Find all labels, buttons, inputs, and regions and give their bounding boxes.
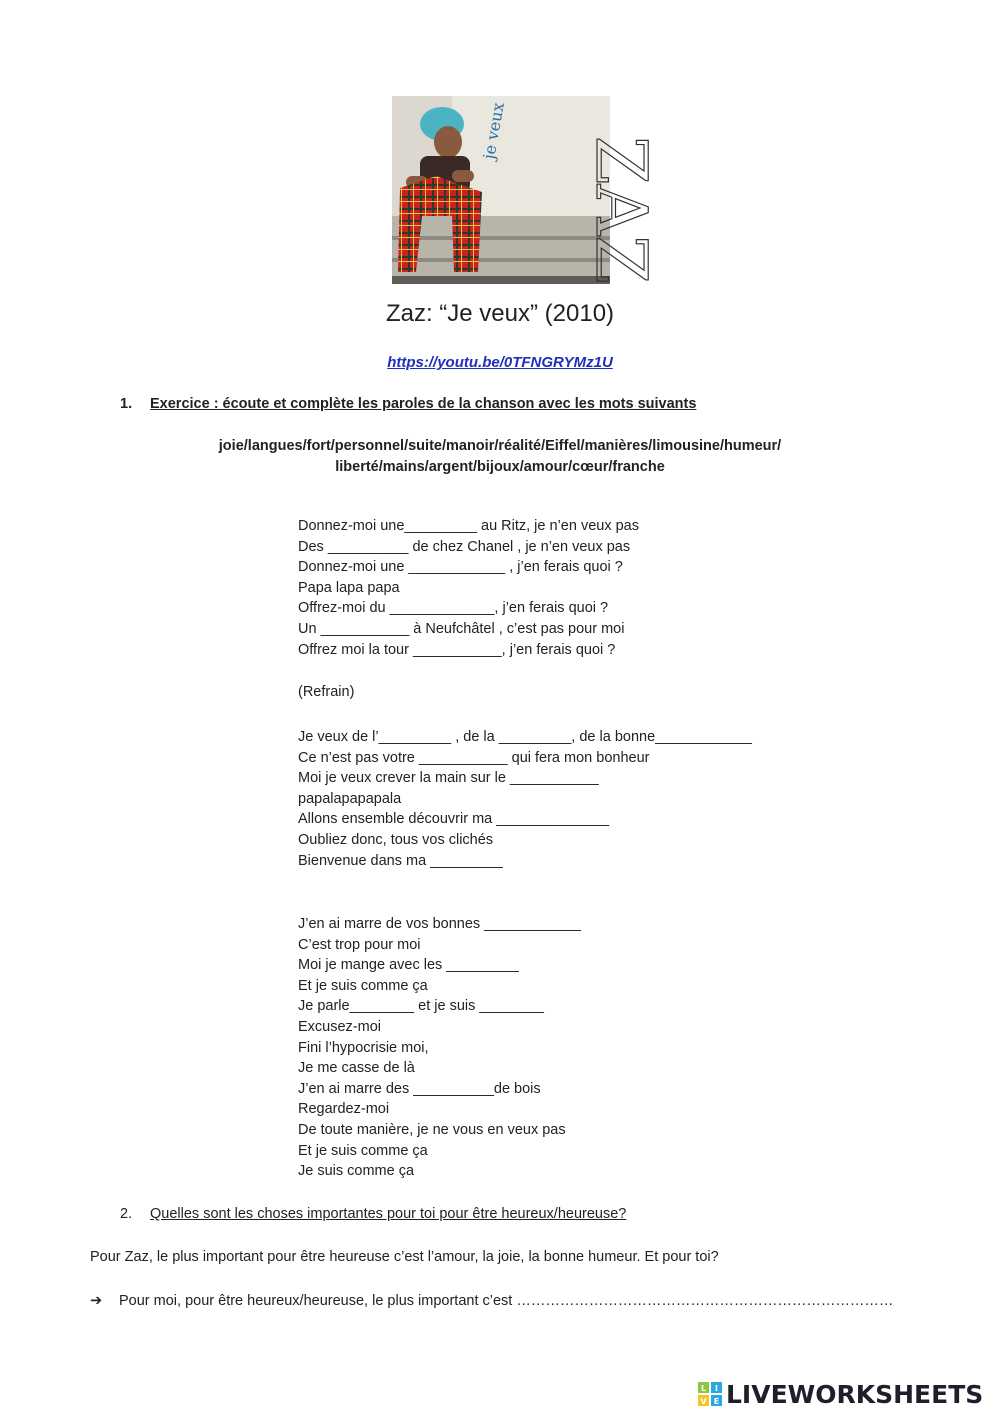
arrow-right-icon: ➔ [90, 1293, 103, 1309]
album-cover-image [392, 96, 662, 284]
logo-letter: V [700, 1397, 707, 1406]
refrain-label: (Refrain) [298, 684, 355, 700]
liveworksheets-logo [698, 1380, 983, 1408]
lyric-line: Bienvenue dans ma _________ [298, 852, 503, 869]
lyric-line: Je parle________ et je suis ________ [298, 998, 544, 1015]
lyric-line: Oubliez donc, tous vos clichés [298, 831, 494, 848]
word-bank [0, 436, 1000, 478]
lyrics-verse-2 [298, 914, 581, 1182]
question-2-text: Quelles sont les choses importantes pour toi pour être heureux/heureuse? [150, 1206, 627, 1222]
question-2-number: 2. [120, 1206, 133, 1222]
lyric-line: papalapapapala [298, 790, 402, 807]
lyric-line: Je veux de l’_________ , de la _________, de la bonne____________ [298, 729, 752, 745]
cover-artist-text: ZAZ [580, 136, 662, 284]
lyric-line: De toute manière, je ne vous en veux pas [298, 1121, 566, 1138]
logo-letter: L [700, 1384, 707, 1393]
word-bank-line-1: joie/langues/fort/personnel/suite/manoir/réalité/Eiffel/manières/limousine/humeur/ [218, 438, 782, 454]
lyric-line: Excusez-moi [298, 1018, 381, 1035]
lyric-line: Et je suis comme ça [298, 1142, 428, 1159]
lyric-line: Papa lapa papa [298, 579, 400, 596]
lyric-line: C’est trop pour moi [298, 936, 421, 953]
logo-letter: E [713, 1397, 720, 1406]
lyric-line: Je me casse de là [298, 1060, 415, 1077]
lyric-line: J’en ai marre des __________de bois [298, 1080, 541, 1097]
lyric-line: Je suis comme ça [298, 1163, 415, 1180]
lyrics-chorus [298, 727, 752, 871]
lyric-line: Un ___________ à Neufchâtel , c’est pas pour moi [298, 620, 625, 637]
answer-prompt-text: Pour moi, pour être heureux/heureuse, le plus important c’est …………………………………………………………………… [119, 1293, 894, 1309]
question-1-text: Exercice : écoute et complète les paroles de la chanson avec les mots suivants [150, 396, 697, 412]
lyric-line: Fini l’hypocrisie moi, [298, 1039, 429, 1056]
answer-prompt [90, 1293, 893, 1309]
lyric-line: Ce n’est pas votre ___________ qui fera mon bonheur [298, 749, 650, 766]
lyric-line: Offrez-moi du _____________, j’en ferais quoi ? [298, 600, 609, 617]
intro-paragraph: Pour Zaz, le plus important pour être heureuse c’est l’amour, la joie, la bonne humeur. Et pour toi? [90, 1249, 719, 1265]
cover-title-text: je veux [479, 100, 508, 161]
lyric-line: Offrez moi la tour ___________, j’en ferais quoi ? [298, 641, 616, 658]
lyric-line: Regardez-moi [298, 1101, 390, 1118]
lyric-line: Donnez-moi une_________ au Ritz, je n’en veux pas [298, 518, 639, 534]
album-cover-illustration [392, 96, 662, 284]
liveworksheets-logo-icon [698, 1382, 722, 1406]
logo-letter: I [715, 1384, 718, 1393]
lyric-line: J’en ai marre de vos bonnes ____________ [298, 916, 581, 932]
lyric-line: Des __________ de chez Chanel , je n’en veux pas [298, 538, 631, 555]
page-title: Zaz: “Je veux” (2010) [385, 300, 615, 327]
lyric-line: Moi je veux crever la main sur le ___________ [298, 770, 599, 787]
lyrics-verse-1 [298, 516, 639, 660]
lyric-line: Allons ensemble découvrir ma ______________ [298, 811, 610, 828]
lyric-line: Et je suis comme ça [298, 977, 428, 994]
word-bank-line-2: liberté/mains/argent/bijoux/amour/cœur/franche [335, 459, 665, 475]
lyric-line: Moi je mange avec les _________ [298, 957, 519, 974]
question-1-number: 1. [120, 396, 133, 412]
youtube-link[interactable]: https://youtu.be/0TFNGRYMz1U [387, 354, 613, 371]
lyric-line: Donnez-moi une ____________ , j’en ferais quoi ? [298, 559, 623, 576]
brand-name: LIVEWORKSHEETS [726, 1379, 984, 1409]
